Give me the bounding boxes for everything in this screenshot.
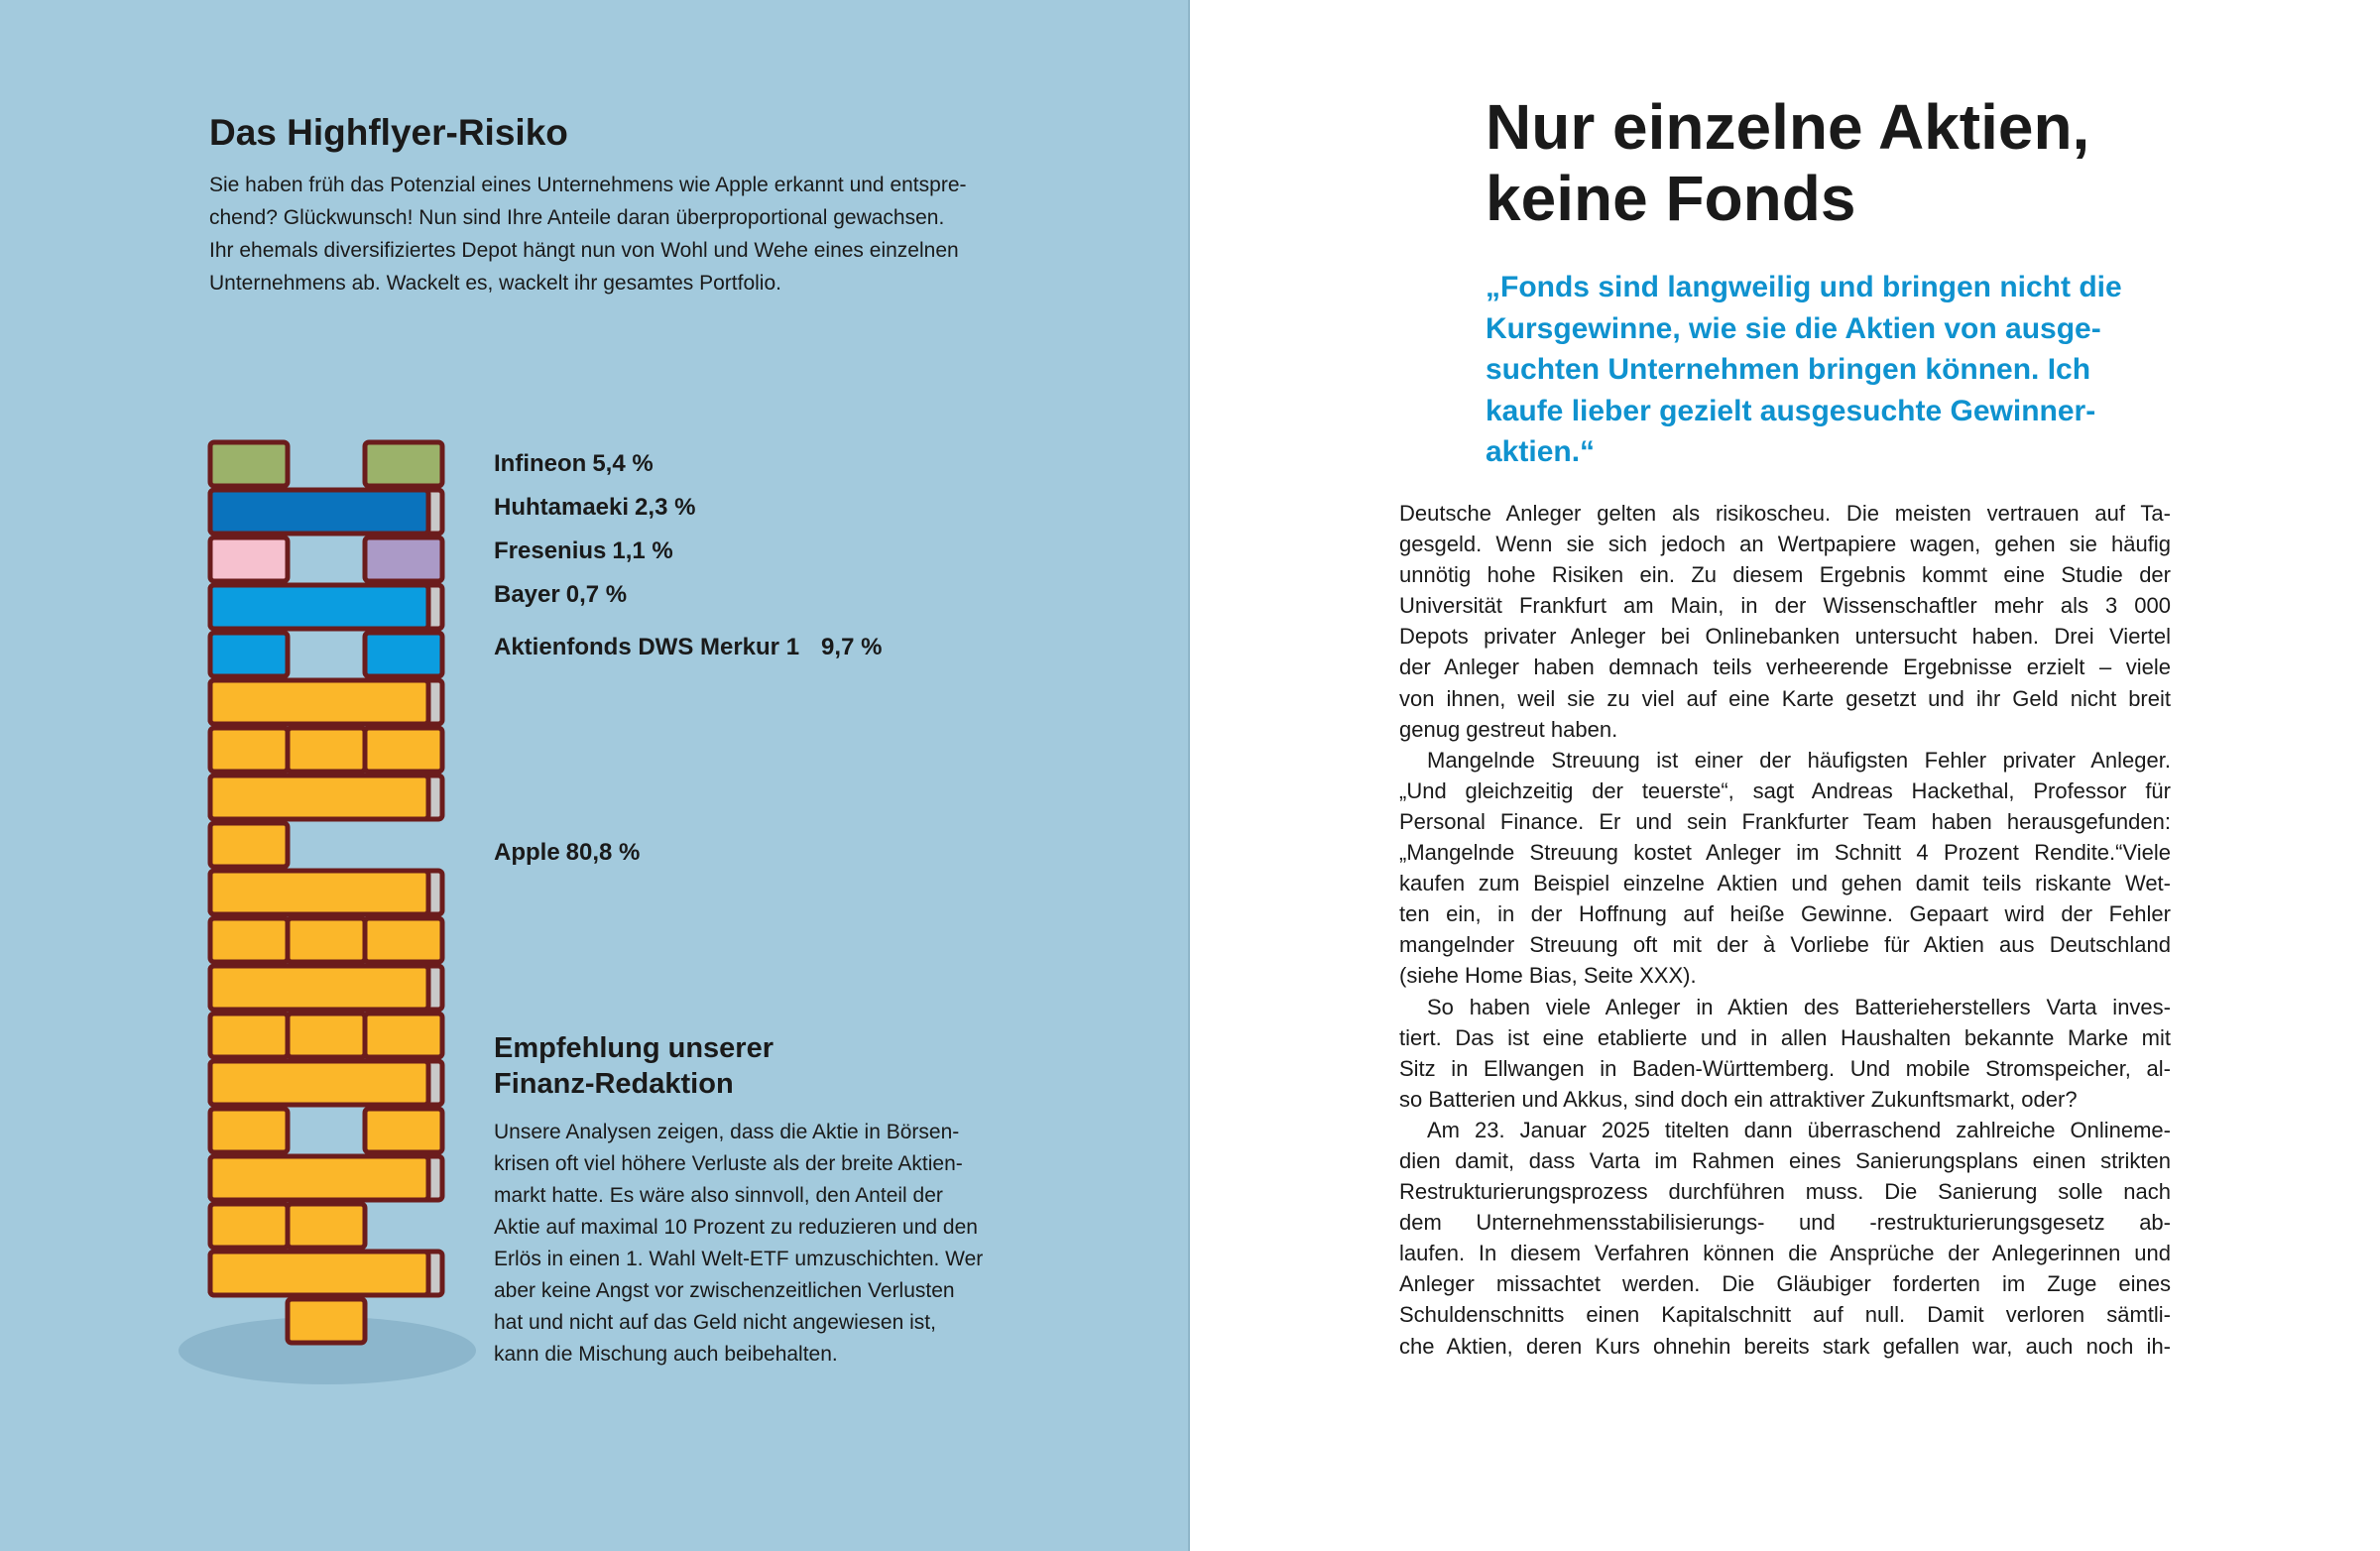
article-line: dem Unternehmensstabilisierungs- und -restrukturierungsgesetz ab- xyxy=(1399,1210,2171,1236)
tower-segment-block xyxy=(210,1014,288,1057)
article-line: unnötig hohe Risiken ein. Zu diesem Ergebnis kommt eine Studie der xyxy=(1399,562,2171,588)
article-line: Depots privater Anleger bei Onlinebanken untersucht haben. Drei Viertel xyxy=(1399,624,2171,650)
article-title-line: Nur einzelne Aktien, xyxy=(1486,91,2090,163)
pull-quote xyxy=(1486,267,2122,473)
article-line: von ihnen, weil sie zu viel auf eine Karte gesetzt und ihr Geld nicht breit xyxy=(1399,685,2171,711)
holding-huhtamaeki xyxy=(494,494,695,522)
recommendation-line: krisen oft viel höhere Verluste als der breite Aktien- xyxy=(494,1152,963,1175)
article-line: tiert. Das ist eine etablierte und in allen Haushalten bekannte Marke mit xyxy=(1399,1024,2171,1050)
tower-segment-block xyxy=(365,442,442,486)
article-line: „Mangelnde Streuung kostet Anleger im Schnitt 4 Prozent Rendite.“Viele xyxy=(1399,840,2171,866)
article-line: der Anleger haben demnach teils verheerende Ergebnisse erzielt – viele xyxy=(1399,655,2171,680)
holding-name: Huhtamaeki xyxy=(494,494,630,521)
article-body xyxy=(1399,498,2171,1362)
article-title xyxy=(1486,91,2089,234)
tower-segment-block xyxy=(365,918,442,962)
sidebar-intro xyxy=(209,169,993,299)
pull-quote-line: Kursgewinne, wie sie die Aktien von ausge- xyxy=(1486,311,2101,345)
tower-segment-block xyxy=(288,918,365,962)
holding-fresenius xyxy=(494,537,673,565)
tower-long-block xyxy=(210,1156,428,1200)
holding-share: 80,8 % xyxy=(565,839,641,866)
tower-long-block xyxy=(210,585,428,629)
pull-quote-line: aktien.“ xyxy=(1486,435,1596,468)
article-line: mangelnder Streuung oft mit der à Vorliebe für Aktien aus Deutschland xyxy=(1399,932,2171,958)
tower-segment-block xyxy=(210,442,288,486)
article-line: che Aktien, deren Kurs ohnehin bereits stark gefallen war, auch noch ih- xyxy=(1399,1333,2171,1359)
article-line: Anleger missachtet werden. Die Gläubiger forderten im Zuge eines xyxy=(1399,1271,2171,1297)
tower-segment-block xyxy=(210,823,288,867)
recommendation-line: Erlös in einen 1. Wahl Welt-ETF umzuschichten. Wer xyxy=(494,1248,984,1270)
article-line: „Und gleichzeitig der teuerste“, sagt Andreas Hackethal, Professor für xyxy=(1399,777,2171,803)
tower-segment-block xyxy=(210,537,288,581)
tower-segment-block xyxy=(288,1014,365,1057)
recommendation-body xyxy=(494,1117,983,1371)
holding-share: 9,7 % xyxy=(821,634,883,660)
tower-segment-block xyxy=(365,1109,442,1152)
recommendation-line: kann die Mischung auch beibehalten. xyxy=(494,1343,838,1366)
tower-segment-block xyxy=(210,1204,288,1248)
jenga-tower-illustration xyxy=(129,426,486,1398)
tower-long-block xyxy=(210,966,428,1010)
sidebar-intro-line: chend? Glückwunsch! Nun sind Ihre Anteile daran überproportional gewachsen. xyxy=(209,206,945,229)
tower-segment-block xyxy=(210,728,288,772)
article-line: (siehe Home Bias, Seite XXX). xyxy=(1399,963,1697,989)
article-line: Schuldenschnitts einen Kapitalschnitt auf null. Damit verloren sämtli- xyxy=(1399,1302,2171,1328)
recommendation-line: Unsere Analysen zeigen, dass die Aktie in Börsen- xyxy=(494,1121,960,1143)
article-line: Universität Frankfurt am Main, in der Wissenschaftler mehr als 3 000 xyxy=(1399,593,2171,619)
sidebar-intro-line: Unternehmens ab. Wackelt es, wackelt ihr gesamtes Portfolio. xyxy=(209,272,781,295)
holding-bayer xyxy=(494,581,627,609)
tower-segment-block xyxy=(365,1014,442,1057)
article-line: kaufen zum Beispiel einzelne Aktien und gehen damit teils riskante Wet- xyxy=(1399,871,2171,896)
tower-long-block xyxy=(210,776,428,819)
tower-segment-block xyxy=(288,1299,365,1343)
recommendation-title-line: Finanz-Redaktion xyxy=(494,1068,734,1100)
tower-long-block xyxy=(210,490,428,534)
pull-quote-line: „Fonds sind langweilig und bringen nicht die xyxy=(1486,271,2122,303)
holding-share: 2,3 % xyxy=(635,494,696,521)
sidebar-intro-line: Sie haben früh das Potenzial eines Unternehmens wie Apple erkannt und entspre- xyxy=(209,174,967,196)
recommendation-title xyxy=(494,1030,774,1102)
article-line: Am 23. Januar 2025 titelten dann überraschend zahlreiche Onlineme- xyxy=(1427,1117,2171,1142)
article-line: dien damit, dass Varta im Rahmen eines Sanierungsplans einen strikten xyxy=(1399,1147,2171,1173)
tower-segment-block xyxy=(210,1109,288,1152)
tower-blocks xyxy=(210,442,442,1343)
holding-name: Aktienfonds DWS Merkur 1 xyxy=(494,634,800,660)
article-line: laufen. In diesem Verfahren können die Ansprüche der Anlegerinnen und xyxy=(1399,1241,2171,1266)
holding-name: Bayer xyxy=(494,581,560,608)
tower-segment-block xyxy=(365,537,442,581)
article-line: Sitz in Ellwangen in Baden-Württemberg. Und mobile Stromspeicher, al- xyxy=(1399,1055,2171,1081)
holding-name: Infineon xyxy=(494,450,587,477)
holding-apple xyxy=(494,839,640,867)
tower-segment-block xyxy=(288,1204,365,1248)
recommendation-title-line: Empfehlung unserer xyxy=(494,1032,774,1064)
pull-quote-line: kaufe lieber gezielt ausgesuchte Gewinner- xyxy=(1486,394,2096,427)
recommendation-line: hat und nicht auf das Geld nicht angewiesen ist, xyxy=(494,1311,936,1334)
article-line: Personal Finance. Er und sein Frankfurter Team haben herausgefunden: xyxy=(1399,808,2171,834)
tower-long-block xyxy=(210,1061,428,1105)
holding-name: Apple xyxy=(494,839,560,866)
article-line: Restrukturierungsprozess durchführen muss. Die Sanierung solle nach xyxy=(1399,1179,2171,1205)
holding-infineon xyxy=(494,450,654,478)
sidebar-title: Das Highflyer-Risiko xyxy=(209,112,568,153)
tower-segment-block xyxy=(210,918,288,962)
recommendation-line: aber keine Angst vor zwischenzeitlichen Verlusten xyxy=(494,1279,955,1302)
holding-share: 0,7 % xyxy=(565,581,628,608)
article-line: So haben viele Anleger in Aktien des Batterieherstellers Varta inves- xyxy=(1427,994,2171,1019)
holding-share: 5,4 % xyxy=(592,450,654,477)
article-title-line: keine Fonds xyxy=(1486,163,1856,234)
tower-long-block xyxy=(210,680,428,724)
tower-segment-block xyxy=(365,728,442,772)
tower-segment-block xyxy=(210,633,288,676)
holding-name: Fresenius xyxy=(494,537,607,564)
article-line: Deutsche Anleger gelten als risikoscheu. Die meisten vertrauen auf Ta- xyxy=(1399,501,2171,526)
holding-dws-merkur xyxy=(494,634,882,661)
pull-quote-line: suchten Unternehmen bringen können. Ich xyxy=(1486,353,2091,386)
holding-share: 1,1 % xyxy=(612,537,673,564)
sidebar-intro-line: Ihr ehemals diversifiziertes Depot hängt nun von Wohl und Wehe eines einzelnen xyxy=(209,239,959,262)
recommendation-line: markt hatte. Es wäre also sinnvoll, den Anteil der xyxy=(494,1184,943,1207)
article-line: gesgeld. Wenn sie sich jedoch an Wertpapiere wagen, gehen sie häufig xyxy=(1399,532,2171,557)
article-line: Mangelnde Streuung ist einer der häufigsten Fehler privater Anleger. xyxy=(1427,747,2171,773)
tower-segment-block xyxy=(365,633,442,676)
recommendation-line: Aktie auf maximal 10 Prozent zu reduzieren und den xyxy=(494,1216,978,1239)
article-line: genug gestreut haben. xyxy=(1399,716,1618,742)
article-line: so Batterien und Akkus, sind doch ein attraktiver Zukunftsmarkt, oder? xyxy=(1399,1086,2078,1112)
tower-segment-block xyxy=(288,728,365,772)
tower-long-block xyxy=(210,1252,428,1295)
right-page xyxy=(1190,0,2380,1551)
tower-long-block xyxy=(210,871,428,914)
article-line: ten ein, in der Hoffnung auf heiße Gewinne. Gepaart wird der Fehler xyxy=(1399,901,2171,927)
